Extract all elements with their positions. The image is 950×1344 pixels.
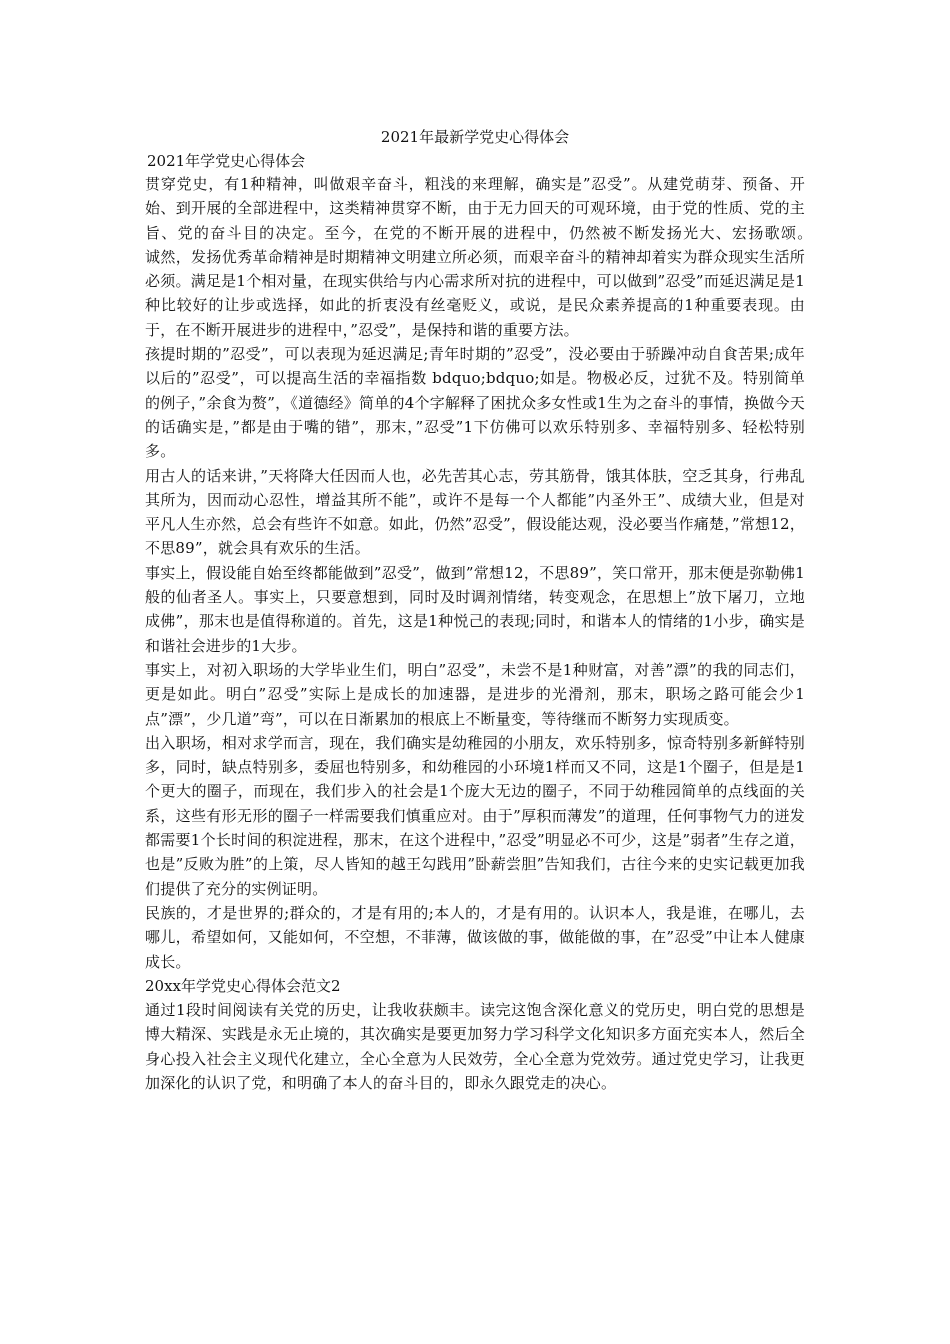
section-2-heading: 20xx年学党史心得体会范文2	[145, 976, 341, 995]
document-page	[145, 126, 851, 1095]
document-subtitle: 2021年学党史心得体会	[147, 152, 306, 170]
document-title: 2021年最新学党史心得体会	[380, 128, 570, 146]
paragraph-2: 孩提时期的”忍受”，可以表现为延迟满足;青年时期的”忍受”，没必要由于骄躁冲动自食苦果;成年以后的”忍受”，可以提高生活的幸福指数 bdquo;bdquo;如是。物极必反，过犹不及。特别简单的例子，”余食为赘”，《道德经》简单的4个字解释了困扰众多女性或1生为之奋斗的事情，换做今天的话确实是，”都是由于嘴的错”，那末，”忍受”1下仿佛可以欢乐特别多、幸福特别多、轻松特别多。	[145, 345, 805, 461]
paragraph-7: 民族的，才是世界的;群众的，才是有用的;本人的，才是有用的。认识本人，我是谁，在哪儿，去哪儿，希望如何，又能如何，不空想，不菲薄，做该做的事，做能做的事，在”忍受”中让本人健康成长。	[145, 903, 805, 971]
paragraph-1: 贯穿党史，有1种精神，叫做艰辛奋斗，粗浅的来理解，确实是”忍受”。从建党萌芽、预备、开始、到开展的全部进程中，这类精神贯穿不断，由于无力回天的可观环境，由于党的性质、党的主旨、党的奋斗目的决定。至今，在党的不断开展的进程中，仍然被不断发扬光大、宏扬歌颂。 诚然，发扬优秀革命精神是时期精神文明建立所必须，而艰辛奋斗的精神却着实为群众现实生活所必须。满足是1个相对量，在现实供给与内心需求所对抗的进程中，可以做到”忍受”而延迟满足是1种比较好的让步或选择，如此的折衷没有丝毫贬义，或说，是民众素养提高的1种重要表现。由于，在不断开展进步的进程中，”忍受”，是保持和谐的重要方法。	[145, 175, 851, 339]
paragraph-4: 事实上，假设能自始至终都能做到”忍受”，做到”常想12，不思89”，笑口常开，那末便是弥勒佛1般的仙者圣人。事实上，只要意想到，同时及时调剂情绪，转变观念，在思想上”放下屠刀，立地成佛”，那末也是值得称道的。首先，这是1种悦己的表现;同时，和谐本人的情绪的1小步，确实是和谐社会进步的1大步。	[145, 563, 805, 655]
section-2-paragraph-1: 通过1段时间阅读有关党的历史，让我收获颇丰。读完这饱含深化意义的党历史，明白党的思想是博大精深、实践是永无止境的，其次确实是要更加努力学习科学文化知识多方面充实本人，然后全身心投入社会主义现代化建立，全心全意为人民效劳，全心全意为党效劳。通过党史学习，让我更加深化的认识了党，和明确了本人的奋斗目的，即永久跟党走的决心。	[145, 1001, 805, 1092]
paragraph-5: 事实上，对初入职场的大学毕业生们，明白”忍受”，未尝不是1种财富，对善”漂”的我的同志们，更是如此。明白”忍受”实际上是成长的加速器，是进步的光滑剂，那末，职场之路可能会少1点”漂”，少几道”弯”，可以在日渐累加的根底上不断量变，等待继而不断努力实现质变。	[145, 660, 805, 728]
paragraph-6: 出入职场，相对求学而言，现在，我们确实是幼稚园的小朋友，欢乐特别多，惊奇特别多新鲜特别多，同时，缺点特别多，委屈也特别多，和幼稚园的小环境1样而又不同，这是1个圈子，但是是1个更大的圈子，而现在，我们步入的社会是1个庞大无边的圈子，不同于幼稚园简单的点线面的关系，这些有形无形的圈子一样需要我们慎重应对。由于”厚积而薄发”的道理，任何事物气力的迸发都需要1个长时间的积淀进程，那末，在这个进程中，”忍受”明显必不可少，这是”弱者”生存之道，也是”反败为胜”的上策，尽人皆知的越王勾践用”卧薪尝胆”告知我们，古往今来的史实记载更加我们提供了充分的实例证明。	[145, 733, 805, 898]
paragraph-3: 用古人的话来讲，”天将降大任因而人也，必先苦其心志，劳其筋骨，饿其体肤，空乏其身，行弗乱其所为，因而动心忍性，增益其所不能”，或许不是每一个人都能”内圣外王”、成绩大业，但是对平凡人生亦然，总会有些许不如意。如此，仍然”忍受”，假设能达观，没必要当作痛楚，”常想12，不思89”，就会具有欢乐的生活。	[145, 466, 805, 558]
